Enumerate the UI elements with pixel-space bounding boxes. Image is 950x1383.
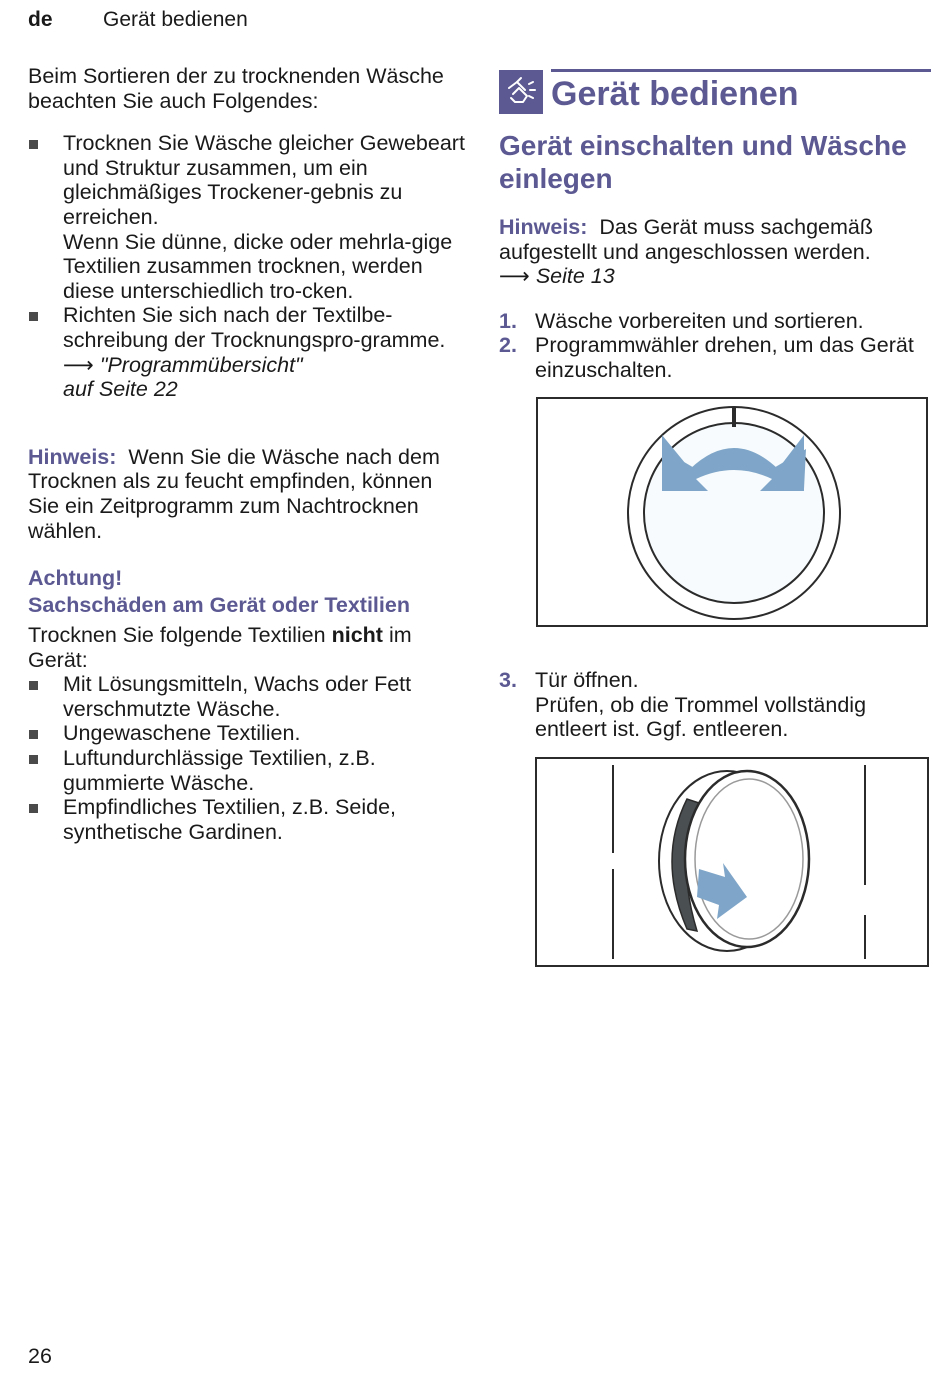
left-column	[28, 64, 468, 844]
step-item: 3. Tür öffnen. Prüfen, ob die Trommel vollständig entleert ist. Ggf. entleeren.	[499, 668, 867, 742]
list-item: Richten Sie sich nach der Textilbe-schreibung der Trocknungspro-gramme. ⟶ "Programmübersicht" auf Seite 22	[28, 303, 468, 401]
arrow-right-icon: ⟶	[499, 264, 530, 289]
running-header-title: Gerät bedienen	[103, 8, 248, 31]
list-item: Luftundurchlässige Textilien, z.B. gummierte Wäsche.	[28, 746, 468, 795]
list-item: Trocknen Sie Wäsche gleicher Gewebeart und Struktur zusammen, um ein gleichmäßiges Trockener-gebnis zu erreichen. Wenn Sie dünne, dicke oder mehrla-gige Textilien zusammen trocknen, werden diese unterschiedlich tro-cken.	[28, 131, 468, 303]
cross-reference-link[interactable]: ⟶ "Programmübersicht" auf Seite 22	[63, 352, 303, 402]
bullet-square-icon	[29, 730, 38, 739]
intro-text: Beim Sortieren der zu trocknenden Wäsche beachten Sie auch Folgendes:	[28, 64, 444, 113]
page-number: 26	[28, 1344, 52, 1368]
steps-list-cont	[499, 668, 931, 742]
step-number: 1.	[499, 308, 517, 333]
forbidden-textiles-list	[28, 672, 468, 844]
step-item: 2. Programmwähler drehen, um das Gerät einzuschalten.	[499, 333, 914, 382]
caution-text: Trocknen Sie folgende Textilien nicht im Gerät:	[28, 623, 412, 672]
note-label: Hinweis:	[499, 215, 588, 239]
step-number: 2.	[499, 333, 517, 358]
bullet-square-icon	[29, 681, 38, 690]
note-label: Hinweis:	[28, 444, 117, 469]
bullet-square-icon	[29, 140, 38, 149]
note-paragraph: Hinweis: Das Gerät muss sachgemäß aufgestellt und angeschlossen werden. ⟶ Seite 13	[499, 215, 873, 289]
list-item: Empfindliches Textilien, z.B. Seide, synthetische Gardinen.	[28, 795, 468, 844]
list-item: Ungewaschene Textilien.	[28, 721, 468, 746]
steps-list	[499, 309, 931, 383]
hand-operating-device-icon	[499, 70, 543, 114]
step-3	[499, 668, 931, 742]
caution-title: Achtung!	[28, 566, 123, 591]
bullet-square-icon	[29, 755, 38, 764]
bullet-square-icon	[29, 312, 38, 321]
step-item: 1. Wäsche vorbereiten und sortieren.	[499, 308, 864, 333]
note-paragraph: Hinweis: Wenn Sie die Wäsche nach dem Trocknen als zu feucht empfinden, können Sie ein Zeitprogramm zum Nachtrocknen wählen.	[28, 444, 440, 543]
bullet-square-icon	[29, 804, 38, 813]
open-door-illustration	[535, 757, 929, 967]
step-number: 3.	[499, 668, 517, 692]
list-item: Mit Lösungsmitteln, Wachs oder Fett verschmutzte Wäsche.	[28, 672, 468, 721]
arrow-right-icon: ⟶	[63, 352, 94, 377]
sub-heading: Gerät einschalten und Wäsche einlegen	[499, 130, 907, 194]
caution-heading	[28, 565, 468, 619]
program-selector-dial-illustration	[536, 397, 928, 627]
caution-subtitle: Sachschäden am Gerät oder Textilien	[28, 593, 410, 618]
cross-reference-link[interactable]: ⟶ Seite 13	[499, 264, 615, 289]
section-rule	[551, 69, 931, 72]
section-title: Gerät bedienen	[551, 75, 799, 113]
language-code: de	[28, 8, 53, 31]
sorting-tips-list	[28, 131, 468, 402]
section-heading	[499, 64, 931, 124]
right-column	[499, 64, 931, 383]
